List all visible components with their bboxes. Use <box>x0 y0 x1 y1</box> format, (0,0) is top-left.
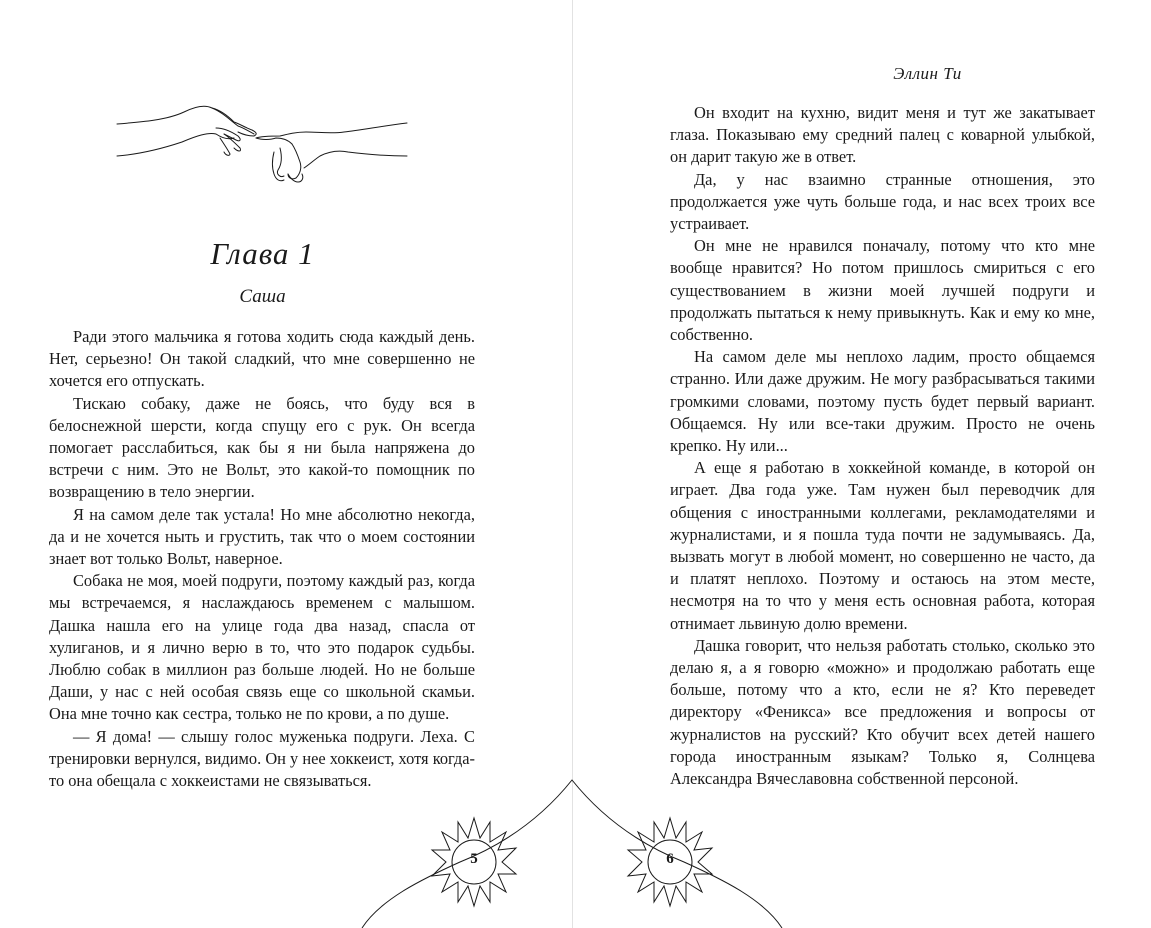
paragraph: — Я дома! — слышу голос муженька подруги. Леха. С тренировки вернулся, видимо. Он у нее хоккеист, хотя когда-то она обещала с хоккеистами не связываться. <box>49 726 475 791</box>
right-page-text <box>670 102 1095 790</box>
paragraph: Дашка говорит, что нельзя работать столько, сколько это делаю я, а я говорю «можно» и продолжаю работать еще больше, потому что а кто, если не я? Кто переведет директору «Феникса» все предложения и вопросы от журналистов на русский? Кто обучит всех детей нашего города иностранным языкам? Только я, Солнцева Александра Вячеславовна собственной персоной. <box>670 635 1095 789</box>
paragraph: Я на самом деле так устала! Но мне абсолютно некогда, да и не хочется ныть и грустить, так что о моем состоянии знает вот только Вольт, наверное. <box>49 504 475 569</box>
paragraph: Он мне не нравился поначалу, потому что кто мне вообще нравится? Но потом пришлось смириться с его существованием в жизни моей лучшей подруги и продолжать пытаться к нему привыкнуть. Как и ему ко мне, собственно. <box>670 236 1095 345</box>
paragraph: Да, у нас взаимно странные отношения, это продолжается уже чуть больше года, и нас всех троих все устраивает. <box>670 169 1095 234</box>
running-head-author: Эллин Ти <box>893 64 962 83</box>
hands-illustration <box>112 98 412 193</box>
paragraph: Собака не моя, моей подруги, поэтому каждый раз, когда мы встречаемся, я наслаждаюсь временем с малышом. Дашка нашла его на улице года два назад, спасла от хулиганов, и я лично верю в то, что это подарок судьбы. Люблю собак в миллион раз больше людей. Но не больше Даши, у нас с ней особая связь еще со школьной скамьи. Она мне точно как сестра, только не по крови, а по душе. <box>49 571 475 724</box>
paragraph: Ради этого мальчика я готова ходить сюда каждый день. Нет, серьезно! Он такой сладкий, что мне совершенно не хочется его отпускать. <box>49 327 475 391</box>
page-number-right: 6 <box>666 851 674 867</box>
page-gutter <box>572 0 573 928</box>
page-number-left: 5 <box>470 851 478 867</box>
left-page-text <box>49 326 475 792</box>
paragraph: На самом деле мы неплохо ладим, просто общаемся странно. Или даже дружим. Не могу разбрасываться такими громкими словами, поэтому пусть будет первый вариант. Общаемся. Ну или все-таки дружим. Просто не очень крепко. Ну или... <box>670 347 1095 456</box>
chapter-title: Глава 1 <box>210 236 315 271</box>
chapter-subtitle: Саша <box>239 286 286 307</box>
paragraph: А еще я работаю в хоккейной команде, в которой он играет. Два года уже. Там нужен был переводчик для общения с иностранными коллегами, рекламодателями и журналистами, и я пошла туда почти не задумываясь. Да, вызвать могут в любой момент, но совершенно не часто, да и платят неплохо. Поэтому и остаюсь на этом месте, несмотря на то что у меня есть основная работа, которая отнимает львиную долю времени. <box>670 458 1095 633</box>
paragraph: Тискаю собаку, даже не боясь, что буду вся в белоснежной шерсти, когда спущу его с рук. Он всегда помогает расслабиться, как бы я ни была напряжена до встречи с ним. Это не Вольт, это какой-то помощник по возвращению в тело энергии. <box>49 393 475 502</box>
paragraph: Он входит на кухню, видит меня и тут же закатывает глаза. Показываю ему средний палец с коварной улыбкой, он дарит такую же в ответ. <box>670 103 1095 167</box>
